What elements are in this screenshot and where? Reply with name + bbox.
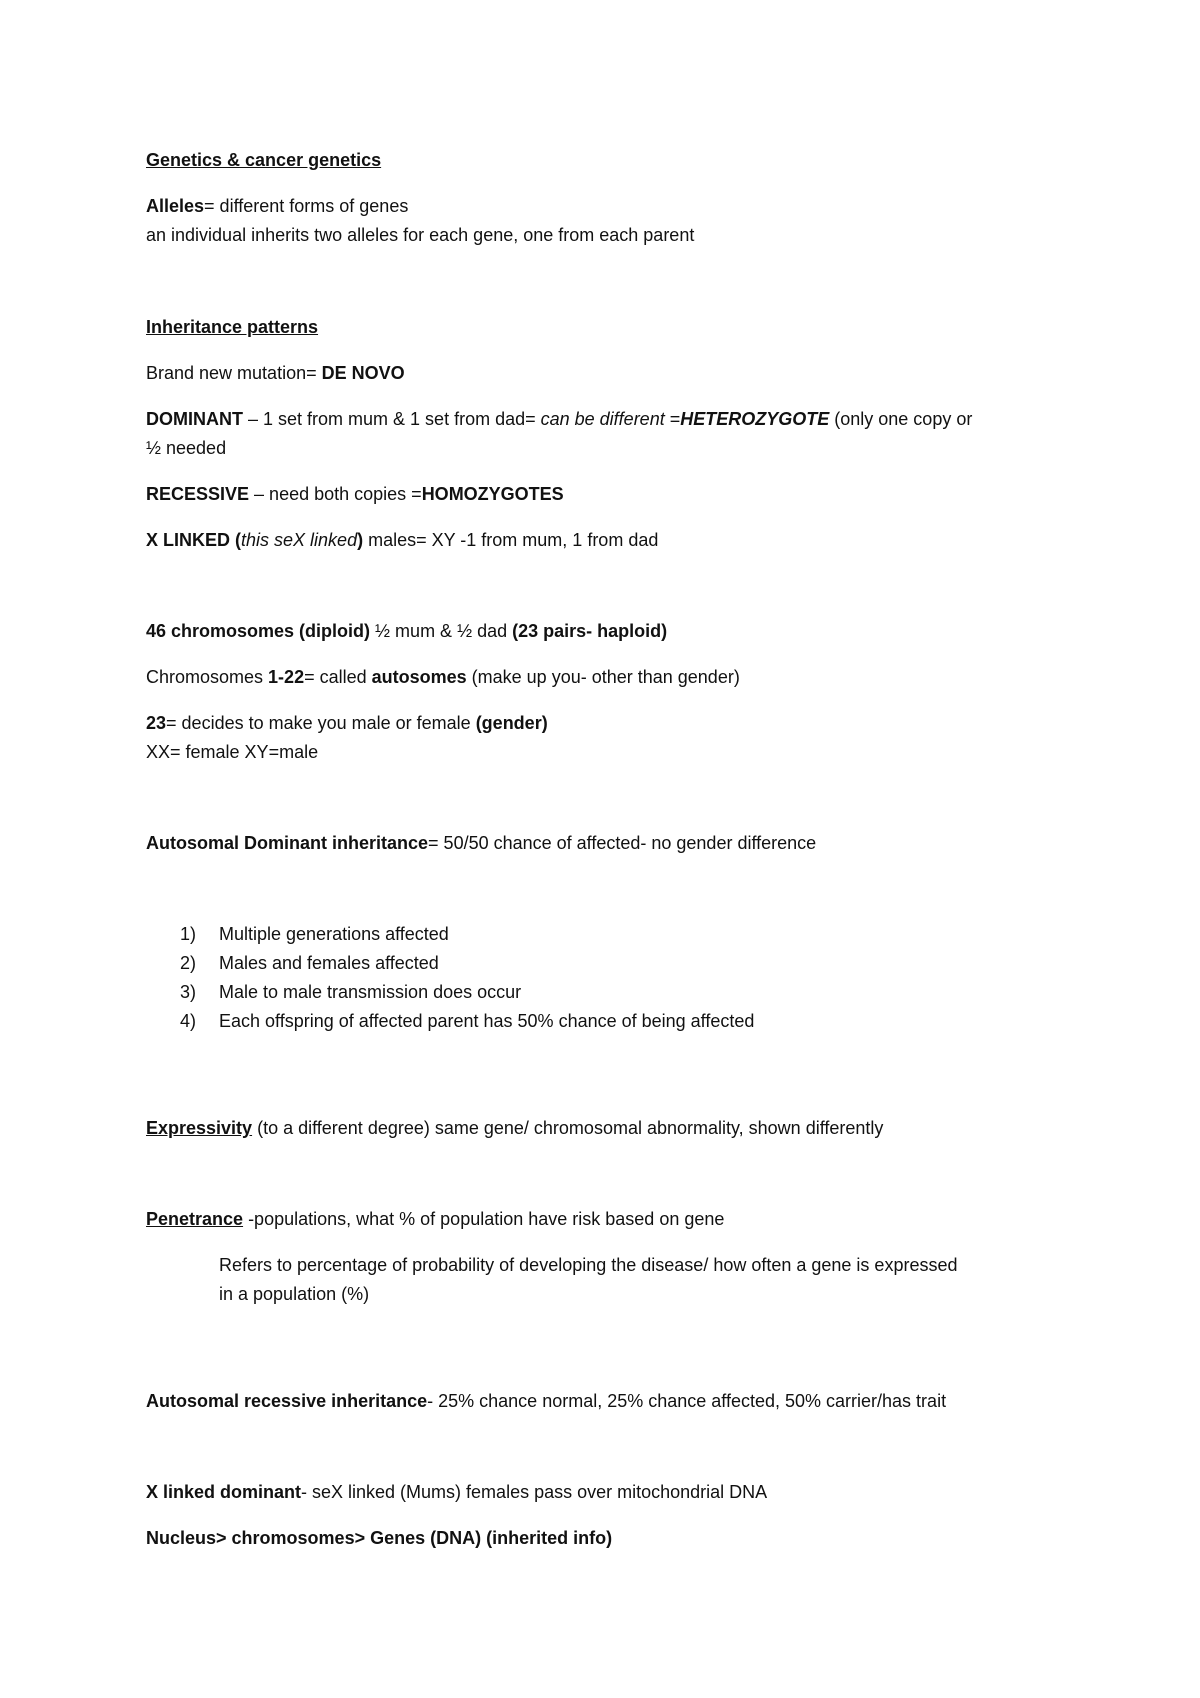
xlinked-text: males= XY -1 from mum, 1 from dad — [363, 530, 659, 550]
document-title: Genetics & cancer genetics — [146, 150, 382, 170]
chromosomes-text2: = called — [304, 667, 372, 687]
chromosomes-text3: (make up you- other than gender) — [466, 667, 740, 687]
autosomal-dominant-line — [146, 831, 816, 855]
list-item: Each offspring of affected parent has 50% chance of being affected — [219, 1011, 755, 1031]
xlinked-term: X LINKED — [146, 530, 231, 550]
autosomal-recessive-term: Autosomal recessive inheritance — [146, 1391, 428, 1411]
dominant-line2: ½ needed — [146, 438, 227, 458]
chromosomes-range: 1-22 — [268, 667, 305, 687]
x-dominant-term: X linked dominant — [146, 1482, 302, 1502]
expressivity-text: (to a different degree) same gene/ chromosomal abnormality, shown differently — [252, 1118, 884, 1138]
dominant-line — [146, 407, 972, 431]
inheritance-heading: Inheritance patterns — [146, 317, 319, 337]
recessive-line — [146, 482, 564, 506]
homozygotes-term: HOMOZYGOTES — [421, 484, 564, 504]
chromosome-23: 23 — [146, 713, 167, 733]
heterozygote-term: HETEROZYGOTE — [680, 409, 830, 429]
penetrance-sub2: in a population (%) — [219, 1284, 370, 1304]
chromosome-23-text: = decides to make you male or female — [166, 713, 476, 733]
alleles-line2: an individual inherits two alleles for each gene, one from each parent — [146, 225, 695, 245]
chromosomes-pairs: (23 pairs- haploid) — [512, 621, 668, 641]
autosomal-dominant-term: Autosomal Dominant inheritance — [146, 833, 429, 853]
alleles-definition — [146, 194, 408, 218]
autosomal-dominant-text: = 50/50 chance of affected- no gender difference — [428, 833, 817, 853]
xlinked-open: ( — [230, 530, 242, 550]
autosomal-recessive-line — [146, 1389, 946, 1413]
alleles-term: Alleles — [146, 196, 205, 216]
chromosomes-line4: XX= female XY=male — [146, 742, 319, 762]
chromosomes-line2 — [146, 665, 740, 689]
list-item-number: 4) — [180, 1011, 197, 1031]
dominant-eq: = — [664, 409, 681, 429]
dominant-italic: can be different — [540, 409, 665, 429]
x-dominant-text: - seX linked (Mums) females pass over mitochondrial DNA — [301, 1482, 768, 1502]
autosomes-term: autosomes — [371, 667, 467, 687]
dominant-term: DOMINANT — [146, 409, 243, 429]
dominant-tail: only one copy or — [840, 409, 973, 429]
recessive-term: RECESSIVE — [146, 484, 250, 504]
chromosomes-text1: Chromosomes — [146, 667, 269, 687]
list-item: Multiple generations affected — [219, 924, 449, 944]
x-dominant-line — [146, 1480, 767, 1504]
list-item-number: 1) — [180, 924, 197, 944]
alleles-def: = different forms of genes — [204, 196, 409, 216]
denovo-text: Brand new mutation= — [146, 363, 322, 383]
list-item: Males and females affected — [219, 953, 439, 973]
xlinked-line — [146, 528, 658, 552]
xlinked-close: ) — [357, 530, 364, 550]
chromosomes-halves: ½ mum & ½ dad — [370, 621, 513, 641]
denovo-line — [146, 361, 405, 385]
expressivity-line — [146, 1116, 883, 1140]
xlinked-italic: this seX linked — [241, 530, 358, 550]
list-item-number: 2) — [180, 953, 197, 973]
denovo-term: DE NOVO — [321, 363, 405, 383]
dominant-text: – 1 set from mum & 1 set from dad= — [243, 409, 541, 429]
dominant-paren: ( — [829, 409, 841, 429]
chromosomes-line1 — [146, 619, 667, 643]
penetrance-term: Penetrance — [146, 1209, 244, 1229]
recessive-text: – need both copies = — [249, 484, 422, 504]
penetrance-line — [146, 1207, 724, 1231]
nucleus-line: Nucleus> chromosomes> Genes (DNA) (inherited info) — [146, 1528, 613, 1548]
chromosomes-line3 — [146, 711, 548, 735]
chromosomes-46: 46 chromosomes (diploid) — [146, 621, 371, 641]
autosomal-recessive-text: - 25% chance normal, 25% chance affected, 50% carrier/has trait — [427, 1391, 947, 1411]
penetrance-sub1: Refers to percentage of probability of developing the disease/ how often a gene is expressed — [219, 1255, 958, 1275]
expressivity-term: Expressivity — [146, 1118, 253, 1138]
penetrance-text: -populations, what % of population have risk based on gene — [243, 1209, 725, 1229]
list-item-number: 3) — [180, 982, 197, 1002]
list-item: Male to male transmission does occur — [219, 982, 522, 1002]
gender-term: (gender) — [475, 713, 548, 733]
